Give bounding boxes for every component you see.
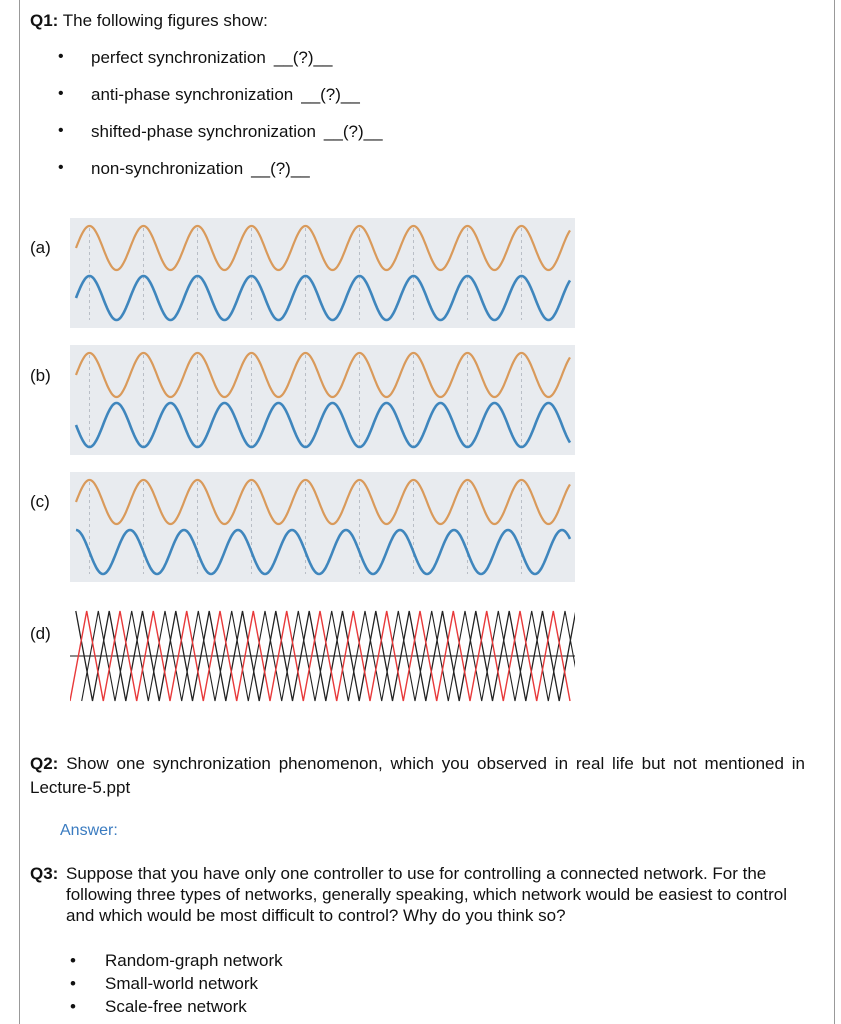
bullet-icon: • xyxy=(58,48,64,65)
figure-d-panel xyxy=(70,605,575,707)
question-2 xyxy=(30,752,805,800)
bullet-icon: • xyxy=(70,974,76,993)
network-type: Random-graph network xyxy=(105,951,283,970)
figure-c-label: (c) xyxy=(30,492,50,511)
page-right-border xyxy=(834,0,835,1024)
list-item xyxy=(58,159,383,196)
option-text: perfect synchronization xyxy=(91,48,266,67)
page-left-border xyxy=(19,0,20,1024)
question-3-text: Suppose that you have only one controller to use for controlling a connected network. For the following three types of networks, generally speaking, which network would be easiest to control and which would be most difficult to control? Why do you think so? xyxy=(66,864,787,925)
question-1-number: Q1: xyxy=(30,11,59,30)
question-1-text: The following figures show: xyxy=(62,11,268,30)
figure-b-panel xyxy=(70,345,575,455)
answer-blank: __(?)__ xyxy=(323,122,383,141)
question-3 xyxy=(30,863,805,926)
option-text: shifted-phase synchronization xyxy=(91,122,316,141)
figure-b-label: (b) xyxy=(30,366,51,385)
figure-d-waves xyxy=(70,605,575,707)
list-item xyxy=(58,48,383,85)
figure-background xyxy=(70,345,575,455)
question-1-options xyxy=(58,48,383,196)
network-type: Small-world network xyxy=(105,974,259,993)
question-3-options xyxy=(70,951,283,1020)
figure-background xyxy=(70,218,575,328)
bullet-icon: • xyxy=(70,951,76,970)
figure-a-label: (a) xyxy=(30,238,51,257)
answer-blank: __(?)__ xyxy=(273,48,333,67)
list-item xyxy=(70,974,283,997)
list-item xyxy=(58,122,383,159)
figure-c-waves xyxy=(70,472,575,582)
bullet-icon: • xyxy=(58,159,64,176)
figure-background xyxy=(70,472,575,582)
option-text: non-synchronization xyxy=(91,159,244,178)
answer-label: Answer: xyxy=(60,822,118,839)
list-item xyxy=(58,85,383,122)
question-2-number: Q2: xyxy=(30,754,59,773)
figure-a-waves xyxy=(70,218,575,328)
answer-blank: __(?)__ xyxy=(301,85,360,104)
figure-c-panel xyxy=(70,472,575,582)
figure-a-panel xyxy=(70,218,575,328)
question-2-text: Show one synchronization phenomenon, which you observed in real life but not mentioned in Lecture-5.ppt xyxy=(30,754,805,797)
list-item xyxy=(70,997,283,1020)
bullet-icon: • xyxy=(58,122,64,139)
network-type: Scale-free network xyxy=(105,997,247,1016)
answer-blank: __(?)__ xyxy=(251,159,310,178)
figure-d-label: (d) xyxy=(30,624,51,643)
list-item xyxy=(70,951,283,974)
option-text: anti-phase synchronization xyxy=(91,85,294,104)
question-3-number: Q3: xyxy=(30,864,59,883)
bullet-icon: • xyxy=(58,85,64,102)
bullet-icon: • xyxy=(70,997,76,1016)
question-1-heading xyxy=(30,11,268,31)
figure-b-waves xyxy=(70,345,575,455)
